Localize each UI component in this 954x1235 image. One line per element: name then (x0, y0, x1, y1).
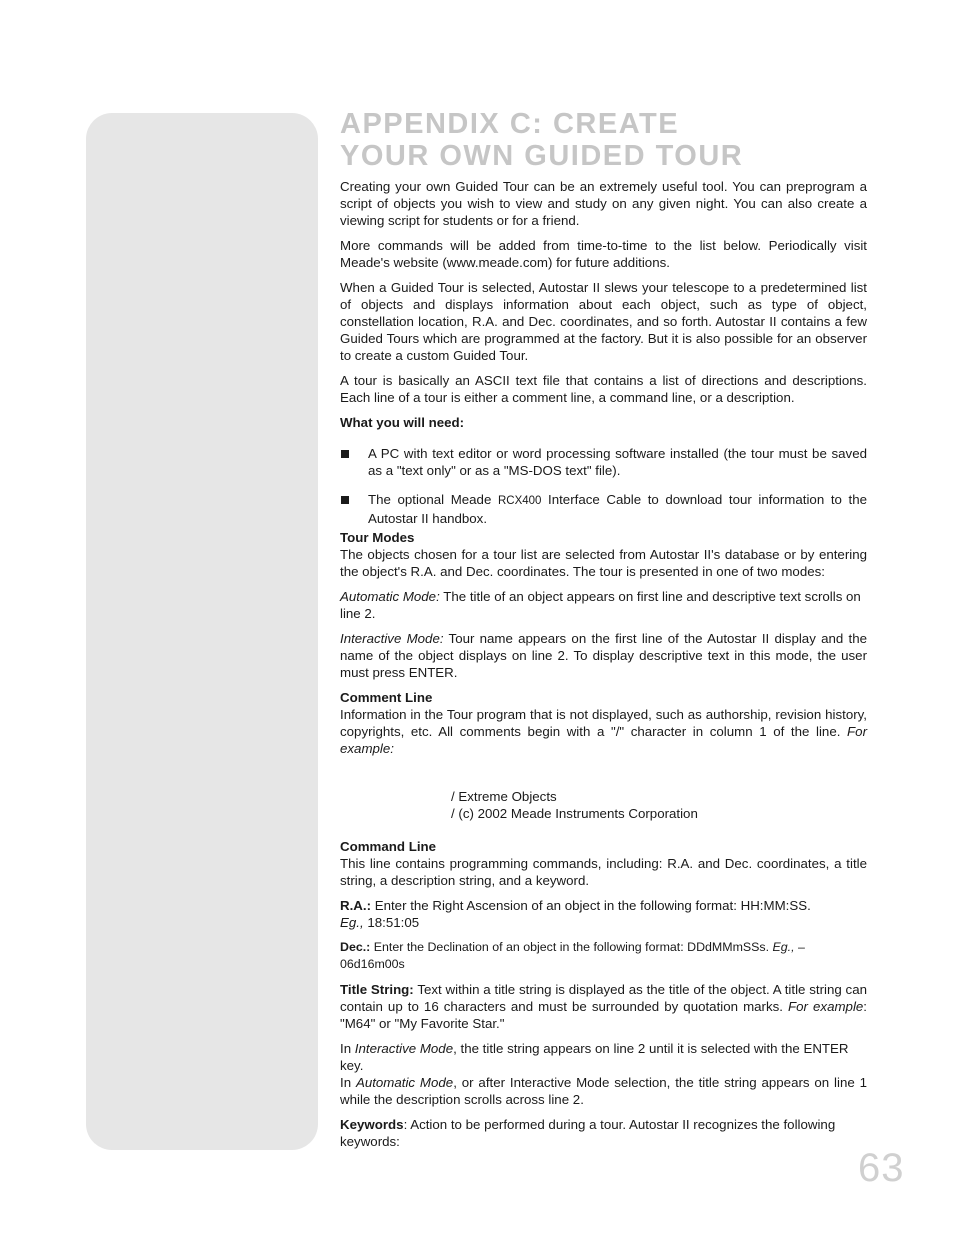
need-list (340, 445, 867, 527)
interactive-mode-text: Tour name appears on the first line of the Autostar II display and the name of the object displays on line 2. To display descriptive text in this mode, the user must press ENTER. (340, 631, 867, 680)
keywords-text: : Action to be performed during a tour. Autostar II recognizes the following keywords: (340, 1117, 836, 1149)
bullet-square-icon (341, 450, 349, 458)
title-string-label: Title String: (340, 982, 414, 997)
page-title-line1: APPENDIX C: CREATE (340, 108, 680, 140)
automatic-mode-text: The title of an object appears on first line and descriptive text scrolls on line 2. (340, 589, 861, 621)
interactive-title-paragraph (340, 1040, 867, 1074)
comment-example-1: / Extreme Objects (451, 789, 557, 804)
ra-label: R.A.: (340, 898, 372, 913)
command-line-text: This line contains programming commands, including: R.A. and Dec. coordinates, a title string, a description string, and a keyword. (340, 856, 867, 888)
comment-line-heading: Comment Line (340, 690, 433, 705)
comment-example-block (451, 788, 867, 822)
automatic-title-paragraph (340, 1074, 867, 1108)
bullet-square-icon (341, 496, 349, 504)
comment-line-body: Information in the Tour program that is not displayed, such as authorship, revision history, copyrights, etc. All comments begin with a "/" character in column 1 of the line. (340, 707, 867, 739)
dec-paragraph (340, 939, 867, 973)
list-item (340, 445, 867, 479)
interactive-title-post: , the title string appears on line 2 until it is selected with the ENTER key. (340, 1041, 849, 1073)
need-heading: What you will need: (340, 415, 465, 430)
need-item-1: A PC with text editor or word processing software installed (the tour must be saved as a "text only" or as a "MS-DOS text" file). (368, 446, 867, 478)
title-string-text: Text within a title string is displayed as the title of the object. A title string can contain up to 16 characters and must be surrounded by quotation marks. (340, 982, 867, 1014)
dec-eg-label: Eg., (772, 940, 795, 954)
interactive-mode-label: Interactive Mode: (340, 631, 444, 646)
command-line-heading: Command Line (340, 839, 437, 854)
dec-label: Dec.: (340, 940, 371, 954)
page-title (340, 108, 867, 172)
intro-paragraph-4: A tour is basically an ASCII text file that contains a list of directions and descriptions. Each line of a tour is either a comment line, a command line, or a description. (340, 373, 867, 405)
title-string-paragraph (340, 981, 867, 1032)
need-item-2-code: RCX400 (497, 495, 542, 507)
dec-eg-value: –06d16m00s (340, 940, 805, 971)
keywords-paragraph (340, 1116, 867, 1150)
ra-eg-value: 18:51:05 (363, 915, 420, 930)
automatic-title-em: Automatic Mode (355, 1075, 454, 1090)
interactive-title-em: Interactive Mode (354, 1041, 454, 1056)
tour-modes-text: The objects chosen for a tour list are selected from Autostar II's database or by entering the object's R.A. and Dec. coordinates. The tour is presented in one of two modes: (340, 547, 867, 579)
title-string-eg-value: : "M64" or "My Favorite Star." (340, 999, 867, 1031)
main-content (340, 108, 867, 1158)
automatic-title-pre: In (340, 1075, 356, 1090)
need-item-2-pre: The optional Meade (368, 492, 498, 507)
ra-paragraph (340, 897, 867, 931)
ra-eg-label: Eg., (340, 915, 364, 930)
dec-text: Enter the Declination of an object in the following format: DDdMMmSSs. (370, 940, 773, 954)
automatic-mode-label: Automatic Mode: (340, 589, 440, 604)
tour-modes-heading: Tour Modes (340, 530, 415, 545)
automatic-mode-paragraph (340, 588, 867, 622)
title-string-eg-label: For example (788, 999, 864, 1014)
need-item-2-post: Interface Cable to download tour information to the Autostar II handbox. (368, 492, 867, 526)
ra-text: Enter the Right Ascension of an object in the following format: HH:MM:SS. (371, 898, 811, 913)
page-title-line2: YOUR OWN GUIDED TOUR (340, 140, 744, 172)
interactive-title-pre: In (340, 1041, 355, 1056)
intro-paragraph-3: When a Guided Tour is selected, Autostar II slews your telescope to a predetermined list of objects and displays information about each object, such as type of object, constellation location, R.A. and Dec. coordinates, and so forth. Autostar II contains a few Guided Tours which are programmed at the factory. But it is also possible for an observer to create a custom Guided Tour. (340, 280, 867, 363)
keywords-label: Keywords (340, 1117, 404, 1132)
automatic-title-post: , or after Interactive Mode selection, the title string appears on line 1 while the description scrolls across line 2. (340, 1075, 867, 1107)
comment-line-text (340, 706, 867, 757)
list-item (340, 491, 867, 527)
interactive-mode-paragraph (340, 630, 867, 681)
intro-paragraph-1: Creating your own Guided Tour can be an extremely useful tool. You can preprogram a script of objects you wish to view and study on any given night. You can also create a viewing script for students or for a friend. (340, 179, 867, 228)
intro-paragraph-2: More commands will be added from time-to-time to the list below. Periodically visit Meade's website (www.meade.com) for future additions. (340, 238, 867, 270)
sidebar-panel (86, 113, 318, 1150)
comment-example-label: For example: (340, 724, 867, 756)
comment-example-2: / (c) 2002 Meade Instruments Corporation (451, 806, 698, 821)
page-number: 63 (858, 1146, 905, 1190)
